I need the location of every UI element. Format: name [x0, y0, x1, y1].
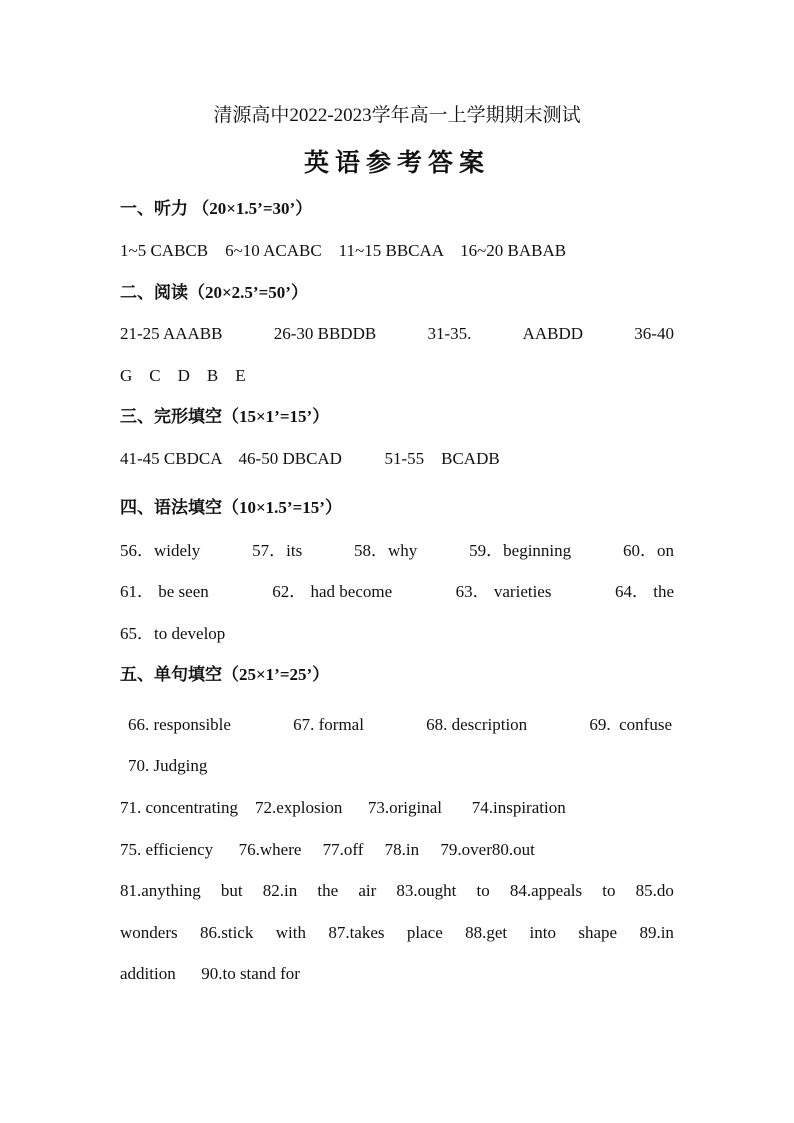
answer-item: 57．its — [252, 541, 303, 560]
answer-item: shape — [578, 923, 618, 942]
answer-item: 36-40 — [634, 324, 674, 343]
answer-item: to — [476, 881, 490, 900]
section-heading-cloze: 三、完形填空（15×1’=15’） — [120, 407, 330, 426]
answer-line: 75. efficiency 76.where 77.off 78.in 79.over80.out — [120, 840, 535, 859]
answer-line: G C D B E — [120, 366, 246, 385]
answer-item: 83.ought — [396, 881, 457, 900]
answer-item: 21-25 AAABB — [120, 324, 223, 343]
answer-line — [120, 581, 674, 603]
answer-line: addition 90.to stand for — [120, 964, 300, 983]
answer-item: 89.in — [639, 923, 674, 942]
answer-item: 62． had become — [272, 582, 393, 601]
answer-item: 66. responsible — [128, 715, 231, 734]
answer-item: 31-35. — [427, 324, 472, 343]
answer-line — [120, 922, 674, 944]
answer-item: 63． varieties — [455, 582, 552, 601]
answer-item: place — [406, 923, 443, 942]
document-title: 清源高中2022-2023学年高一上学期期末测试 — [213, 105, 581, 126]
answer-line — [128, 714, 672, 736]
section-heading-grammar: 四、语法填空（10×1.5’=15’） — [120, 498, 342, 517]
answer-line: 41-45 CBDCA 46-50 DBCAD 51-55 BCADB — [120, 449, 500, 468]
answer-line — [120, 323, 674, 345]
answer-item: 26-30 BBDDB — [273, 324, 377, 343]
answer-item: air — [358, 881, 377, 900]
answer-item: 81.anything — [120, 881, 201, 900]
answer-item: with — [275, 923, 306, 942]
answer-line: 1~5 CABCB 6~10 ACABC 11~15 BBCAA 16~20 BABAB — [120, 241, 567, 260]
section-heading-fill-in: 五、单句填空（25×1’=25’） — [120, 665, 330, 684]
answer-item: 60．on — [623, 541, 674, 560]
answer-item: 56．widely — [120, 541, 201, 560]
answer-line: 71. concentrating 72.explosion 73.original 74.inspiration — [120, 798, 566, 817]
answer-item: but — [220, 881, 243, 900]
answer-item: 59．beginning — [469, 541, 572, 560]
answer-item: into — [529, 923, 556, 942]
answer-item: 61． be seen — [120, 582, 209, 601]
answer-item: 85.do — [635, 881, 674, 900]
answer-line: 65．to develop — [120, 624, 226, 643]
answer-item: 86.stick — [199, 923, 254, 942]
answer-line: 70. Judging — [128, 756, 208, 775]
answer-item: the — [317, 881, 339, 900]
answer-line — [120, 540, 674, 562]
section-heading-reading: 二、阅读（20×2.5’=50’） — [120, 283, 308, 302]
answer-item: to — [602, 881, 616, 900]
answer-item: AABDD — [522, 324, 584, 343]
answer-line — [120, 880, 674, 902]
answer-item: 87.takes — [328, 923, 385, 942]
answer-item: 58．why — [354, 541, 418, 560]
answer-item: 64． the — [614, 582, 674, 601]
answer-item: 88.get — [465, 923, 508, 942]
document-subtitle: 英语参考答案 — [303, 150, 490, 177]
answer-item: 68. description — [426, 715, 528, 734]
answer-item: 84.appeals — [509, 881, 583, 900]
answer-item: 69. confuse — [589, 715, 672, 734]
answer-item: 82.in — [262, 881, 298, 900]
answer-item: wonders — [120, 923, 178, 942]
section-heading-listening: 一、听力 （20×1.5’=30’） — [120, 199, 313, 218]
answer-item: 67. formal — [293, 715, 364, 734]
